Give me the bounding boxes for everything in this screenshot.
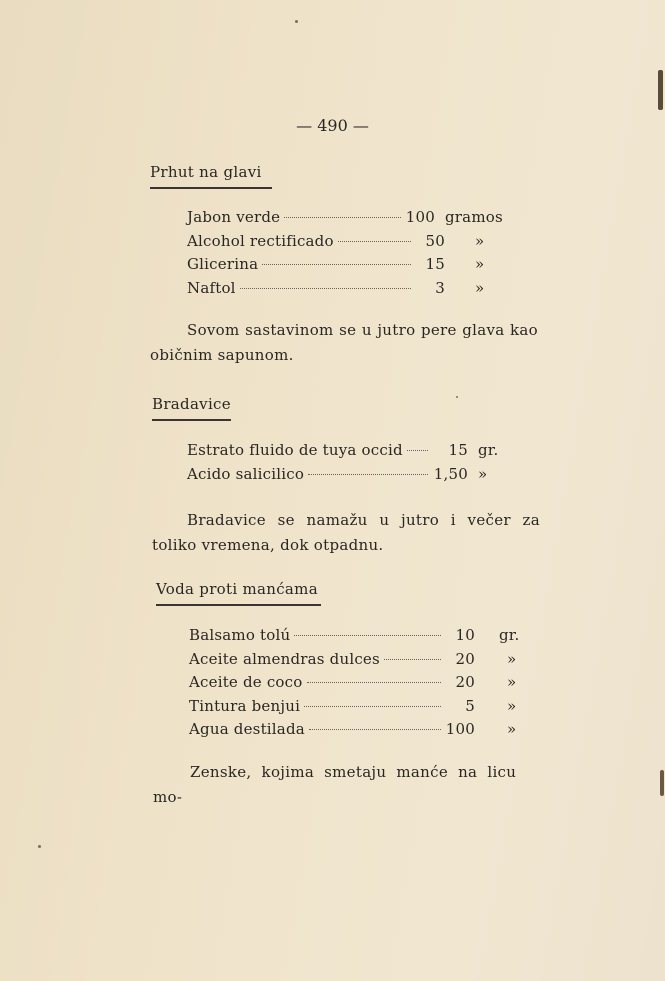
dot-leader [262, 264, 411, 265]
ingredient-qty: 15 [425, 255, 445, 273]
ingredient-unit: gramos [445, 208, 503, 226]
ingredient-name: Agua destilada [189, 720, 305, 738]
dot-leader [309, 729, 441, 730]
ingredient-name: Glicerina [187, 255, 259, 273]
ingredient-qty: 3 [435, 278, 445, 297]
ingredient-qty: 15 [448, 441, 468, 459]
page-number: — 490 — [296, 116, 369, 135]
ingredient-qty: 50 [425, 231, 445, 250]
ingredient-row [189, 720, 527, 744]
heading-underline [152, 419, 231, 421]
paper-edge-mark [660, 770, 664, 796]
dot-leader [407, 450, 428, 451]
ingredient-list [189, 626, 527, 744]
instruction-text: Bradavice se namažu u jutro i večer za toliko vremena, dok otpadnu. [152, 511, 540, 554]
dot-leader [284, 217, 401, 218]
ingredient-name: Aceite almendras dulces [189, 649, 380, 668]
dot-leader [307, 682, 442, 683]
section-title: Bradavice [152, 395, 231, 413]
heading-underline [156, 604, 321, 606]
section-heading [150, 163, 272, 189]
paper-speck [295, 20, 298, 23]
ingredient-name: Balsamo tolú [189, 626, 291, 644]
ingredient-name: Jabon verde [187, 208, 281, 226]
dot-leader [240, 288, 411, 289]
ingredient-row [189, 650, 527, 674]
paper-edge-mark [658, 70, 663, 110]
ingredient-unit: » [478, 464, 488, 483]
dot-leader [384, 659, 441, 660]
section-heading [152, 395, 231, 421]
ingredient-row [187, 441, 522, 465]
ingredient-name: Tintura benjui [189, 696, 301, 715]
dot-leader [304, 706, 441, 707]
dot-leader [308, 474, 428, 475]
ingredient-unit: » [507, 696, 517, 715]
ingredient-unit: gr. [499, 626, 520, 644]
section-heading [156, 580, 321, 606]
ingredient-row [189, 697, 527, 721]
ingredient-qty: 20 [455, 673, 475, 691]
ingredient-row [189, 626, 527, 650]
ingredient-row [189, 673, 527, 697]
ingredient-row [187, 255, 507, 279]
ingredient-name: Acido salicilico [187, 464, 305, 483]
ingredient-qty: 100 [405, 208, 435, 226]
dot-leader [294, 635, 441, 636]
ingredient-qty: 20 [455, 649, 475, 668]
ingredient-list [187, 441, 522, 488]
heading-underline [150, 187, 272, 189]
dot-leader [338, 241, 411, 242]
ingredient-unit: gr. [478, 441, 499, 459]
ingredient-row [187, 279, 507, 303]
ingredient-row [187, 232, 507, 256]
ingredient-qty: 10 [455, 626, 475, 644]
ingredient-qty: 1,50 [433, 464, 468, 483]
ingredient-unit: » [475, 255, 485, 273]
ingredient-list [187, 208, 507, 302]
ingredient-name: Estrato fluido de tuya occid [187, 441, 403, 459]
instruction-text: Zenske, kojima smetaju manće na licu mo- [153, 763, 517, 806]
ingredient-row [187, 465, 522, 489]
ingredient-unit: » [507, 720, 517, 738]
section-title: Prhut na glavi [150, 163, 262, 181]
ingredient-qty: 100 [445, 720, 475, 738]
ingredient-unit: » [507, 649, 517, 668]
ingredient-qty: 5 [465, 696, 475, 715]
ingredient-name: Alcohol rectificado [187, 231, 334, 250]
ingredient-unit: » [475, 278, 485, 297]
ingredient-name: Aceite de coco [189, 673, 303, 691]
ingredient-name: Naftol [187, 278, 236, 297]
instruction-text: Sovom sastavinom se u jutro pere glava kao običnim sapunom. [150, 321, 538, 364]
section-title: Voda proti manćama [156, 580, 318, 598]
paper-speck [38, 845, 41, 848]
ingredient-unit: » [507, 673, 517, 691]
ingredient-unit: » [475, 231, 485, 250]
paper-speck [456, 396, 458, 398]
ingredient-row [187, 208, 507, 232]
